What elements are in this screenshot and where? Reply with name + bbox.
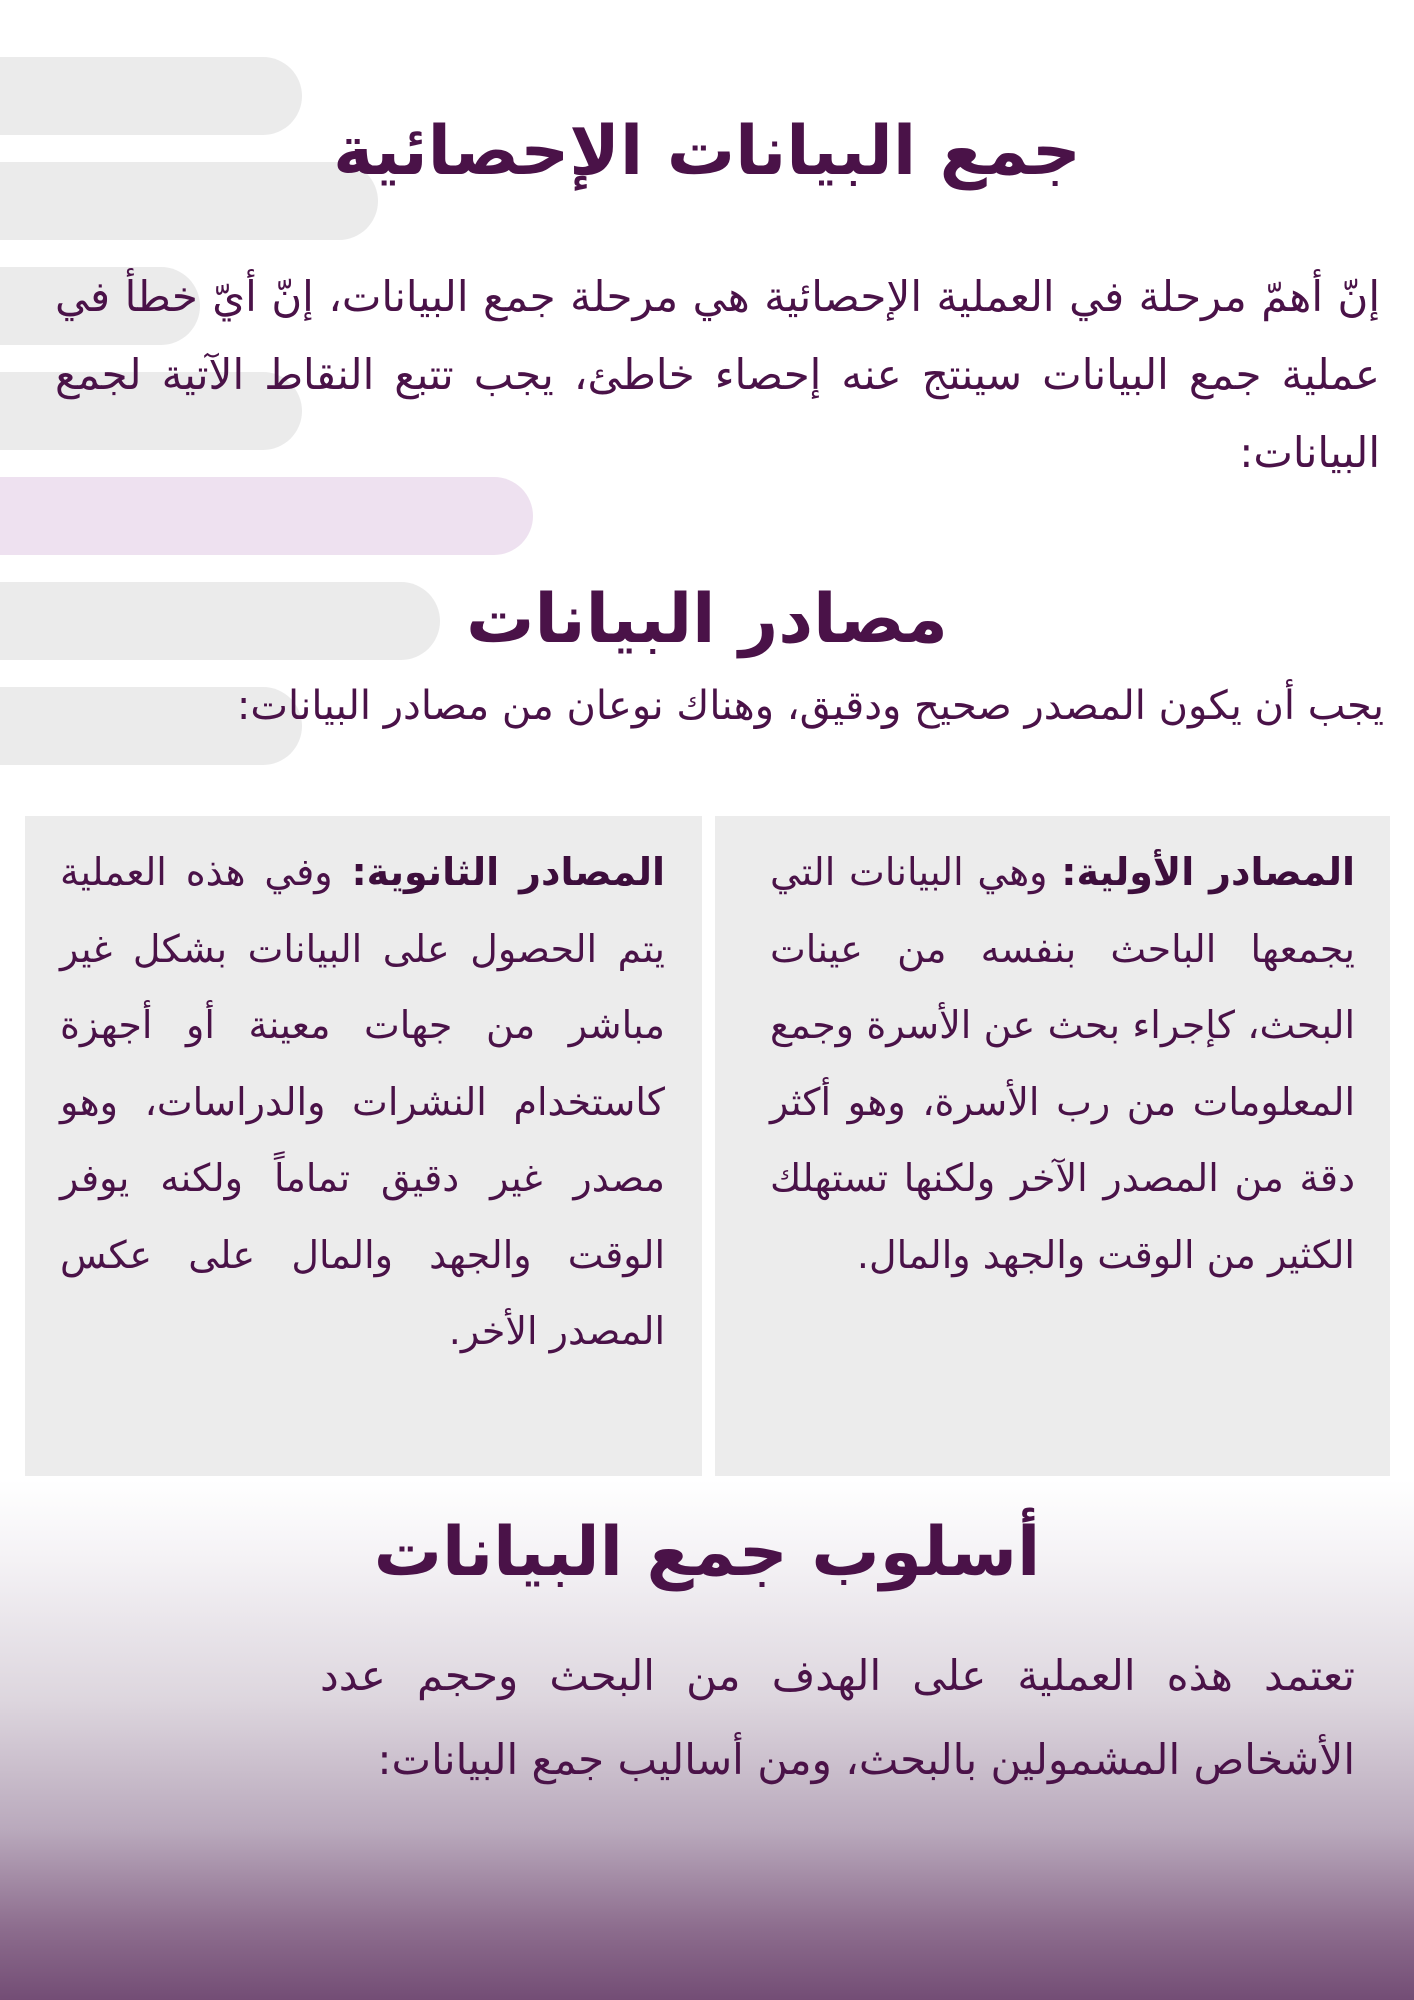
page-title: جمع البيانات الإحصائية bbox=[333, 112, 1081, 191]
secondary-sources-text bbox=[60, 834, 665, 1370]
sources-intro: يجب أن يكون المصدر صحيح ودقيق، وهناك نوعان من مصادر البيانات: bbox=[236, 683, 1384, 729]
method-paragraph: تعتمد هذه العملية على الهدف من البحث وحجم عدد الأشخاص المشمولين بالبحث، ومن أساليب جمع البيانات: bbox=[320, 1651, 1355, 1784]
method-heading: أسلوب جمع البيانات bbox=[373, 1513, 1041, 1592]
sources-heading: مصادر البيانات bbox=[466, 580, 948, 659]
intro-paragraph: إنّ أهمّ مرحلة في العملية الإحصائية هي مرحلة جمع البيانات، إنّ أيّ خطأ في عملية جمع البيانات سينتج عنه إحصاء خاطئ، يجب تتبع النقاط الآتية لجمع البيانات: bbox=[55, 272, 1380, 477]
primary-sources-box bbox=[715, 816, 1390, 1476]
primary-sources-text bbox=[770, 834, 1355, 1293]
secondary-sources-label: المصادر الثانوية: bbox=[351, 850, 665, 894]
primary-sources-label: المصادر الأولية: bbox=[1061, 850, 1355, 894]
secondary-sources-body: وفي هذه العملية يتم الحصول على البيانات بشكل غير مباشر من جهات معينة أو أجهزة كاستخدام النشرات والدراسات، وهو مصدر غير دقيق تماماً ولكنه يوفر الوقت والجهد والمال على عكس المصدر الأخر. bbox=[60, 850, 665, 1353]
secondary-sources-box bbox=[25, 816, 702, 1476]
primary-sources-body: وهي البيانات التي يجمعها الباحث بنفسه من عينات البحث، كإجراء بحث عن الأسرة وجمع المعلومات من رب الأسرة، وهو أكثر دقة من المصدر الآخر ولكنها تستهلك الكثير من الوقت والجهد والمال. bbox=[770, 850, 1355, 1277]
